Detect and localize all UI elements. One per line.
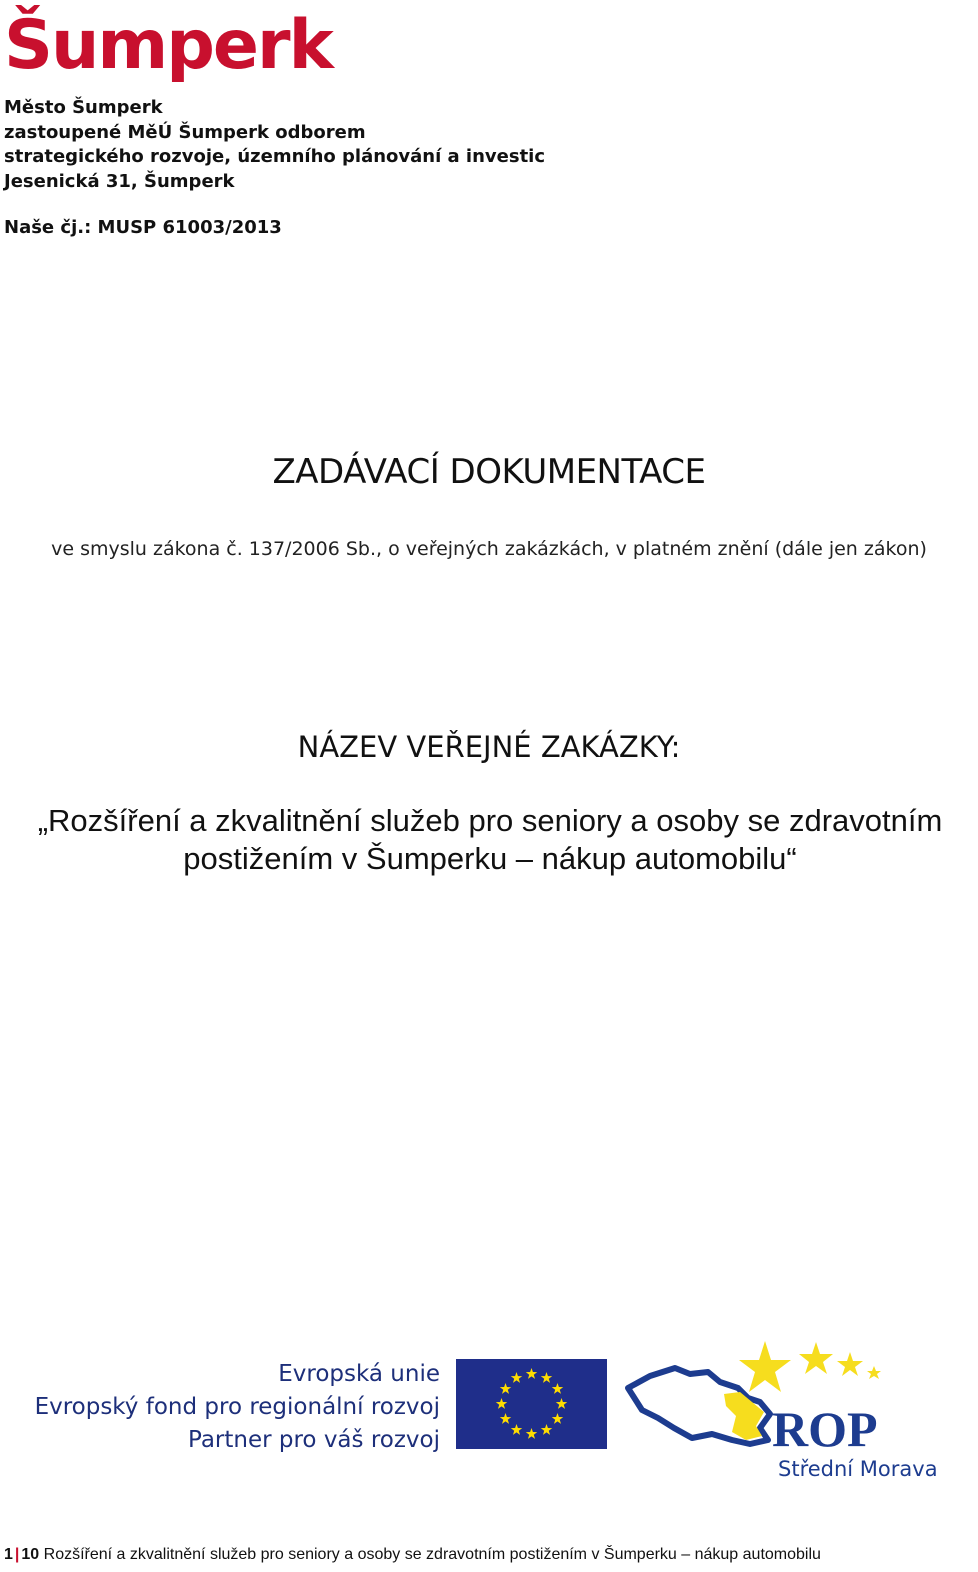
document-subtitle: ve smyslu zákona č. 137/2006 Sb., o veřejných zakázkách, v platném znění (dále jen zákon) (51, 538, 927, 560)
contract-name (10, 802, 970, 878)
eu-line: Partner pro váš rozvoj (187, 1427, 440, 1453)
document-title: ZADÁVACÍ DOKUMENTACE (272, 452, 706, 492)
star-icon (837, 1352, 863, 1376)
eu-flag-icon (456, 1359, 607, 1449)
reference-number: Naše čj.: MUSP 61003/2013 (4, 217, 282, 238)
contract-heading: NÁZEV VEŘEJNÉ ZAKÁZKY: (297, 730, 681, 764)
contract-name-line: postižením v Šumperku – nákup automobilu“ (183, 841, 797, 876)
footer-text: Rozšíření a zkvalitnění služeb pro seniory a osoby se zdravotním postižením v Šumperku – nákup automobilu (43, 1546, 821, 1563)
star-icon (867, 1366, 881, 1379)
rop-logo (620, 1336, 955, 1486)
page-separator: | (14, 1546, 20, 1563)
eu-line: Evropská unie (278, 1361, 440, 1387)
address-line: zastoupené MěÚ Šumperk odborem (4, 121, 366, 143)
rop-subtitle: Střední Morava (778, 1457, 938, 1481)
address-block (4, 96, 545, 194)
eu-line: Evropský fond pro regionální rozvoj (34, 1394, 440, 1420)
address-line: Město Šumperk (4, 97, 163, 118)
page-total: 10 (21, 1546, 40, 1563)
sumperk-logo (4, 4, 332, 85)
page-current: 1 (4, 1546, 13, 1563)
address-line: strategického rozvoje, územního plánování a investic (4, 146, 546, 167)
contract-name-line: „Rozšíření a zkvalitnění služeb pro seniory a osoby se zdravotním (37, 803, 943, 838)
logo-text: Šumperk (4, 6, 332, 85)
eu-funding-text (10, 1358, 440, 1457)
page-footer (4, 1546, 821, 1564)
rop-title: ROP (772, 1401, 878, 1457)
star-icon (799, 1342, 833, 1374)
city-logo (4, 4, 332, 85)
address-line: Jesenická 31, Šumperk (4, 170, 235, 192)
star-icon (739, 1341, 791, 1392)
